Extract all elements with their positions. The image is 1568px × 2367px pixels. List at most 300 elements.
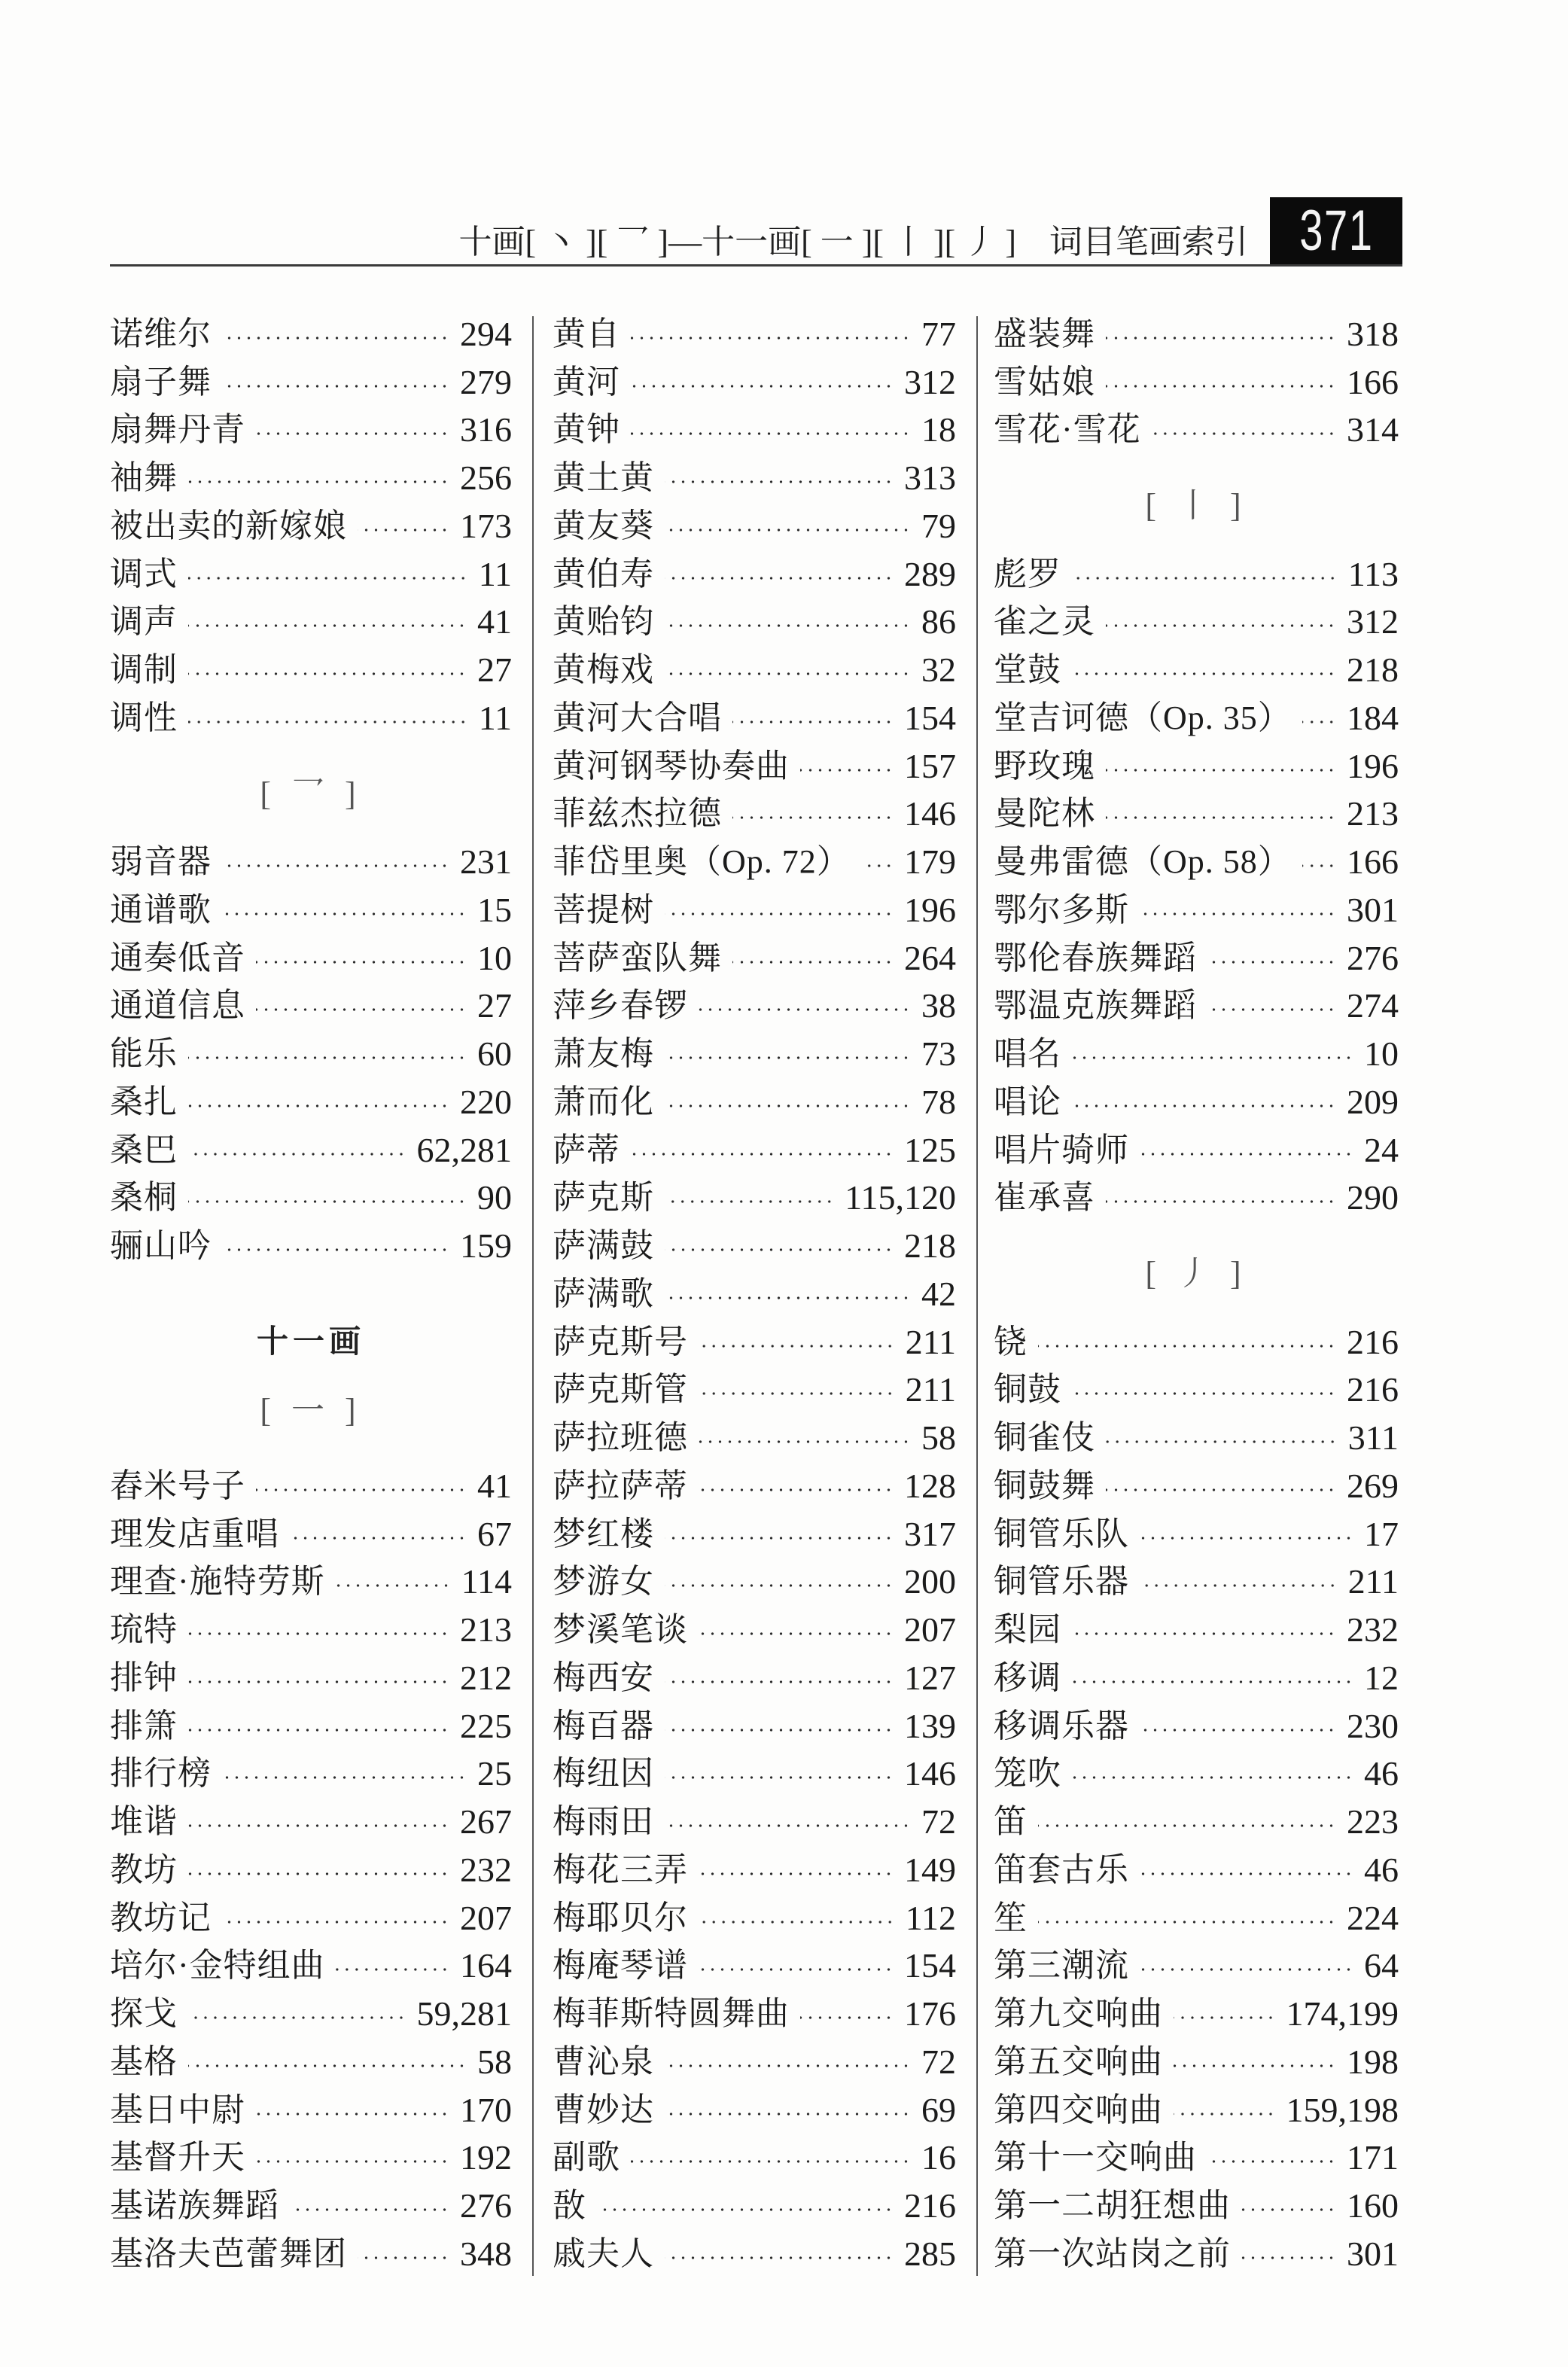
dot-leader [665, 1056, 911, 1060]
index-entry [110, 982, 512, 1031]
dot-leader [1140, 912, 1336, 916]
entry-term: 调式 [110, 555, 178, 593]
entry-term: 戚夫人 [553, 2234, 654, 2272]
index-entry [110, 1654, 512, 1702]
dot-leader [861, 864, 894, 868]
entry-term: 诺维尔 [110, 315, 212, 352]
entry-page-number: 62,281 [416, 1130, 512, 1169]
entry-term: 排钟 [110, 1659, 178, 1696]
index-entry [994, 2134, 1399, 2183]
index-entry [994, 1174, 1399, 1223]
index-entry [994, 1030, 1399, 1078]
entry-page-number: 46 [1364, 1754, 1399, 1793]
entry-term: 铜雀伎 [994, 1419, 1095, 1457]
dot-leader [1302, 864, 1336, 868]
index-entry [994, 1366, 1399, 1415]
entry-term: 能乐 [110, 1035, 178, 1073]
dot-leader [1106, 1488, 1336, 1492]
index-entry [553, 1798, 956, 1846]
entry-page-number: 192 [460, 2138, 512, 2177]
entry-page-number: 160 [1347, 2186, 1399, 2225]
index-entry [994, 599, 1399, 647]
index-entry [110, 1078, 512, 1126]
index-entry [553, 1030, 956, 1078]
entry-page-number: 256 [460, 458, 512, 498]
dot-leader [1140, 1967, 1353, 1972]
dot-leader [1072, 672, 1336, 676]
entry-term: 敔 [553, 2187, 586, 2225]
dot-leader [188, 480, 449, 484]
dot-leader [699, 1007, 911, 1012]
entry-page-number: 154 [904, 698, 956, 737]
index-entry [994, 982, 1399, 1031]
entry-page-number: 27 [477, 650, 512, 690]
index-entry [553, 1846, 956, 1894]
entry-term: 堂吉诃德（Op. 35） [994, 699, 1292, 736]
entry-page-number: 67 [477, 1514, 512, 1553]
index-entry [110, 1798, 512, 1846]
dot-leader [800, 2015, 894, 2020]
dot-leader [800, 768, 894, 772]
entry-page-number: 149 [904, 1850, 956, 1889]
dot-leader [665, 1823, 911, 1828]
entry-page-number: 216 [1347, 1370, 1399, 1409]
entry-term: 萨克斯 [553, 1179, 654, 1217]
dot-leader [732, 815, 894, 820]
index-column-1 [110, 310, 512, 2278]
entry-page-number: 232 [1347, 1610, 1399, 1650]
dot-leader [256, 2159, 449, 2164]
index-entry [553, 1750, 956, 1799]
index-entry [994, 1750, 1399, 1799]
entry-term: 萨满鼓 [553, 1227, 654, 1265]
entry-page-number: 159,198 [1286, 2090, 1399, 2129]
entry-term: 弱音器 [110, 843, 212, 881]
index-entry [553, 1558, 956, 1607]
dot-leader [1038, 1344, 1336, 1348]
entry-page-number: 159 [460, 1226, 512, 1266]
dot-leader [665, 1104, 911, 1108]
dot-leader [1140, 1872, 1353, 1876]
entry-page-number: 348 [460, 2234, 512, 2273]
dot-leader [256, 2112, 449, 2116]
entry-term: 探戈 [110, 1995, 178, 2033]
index-entry [553, 1414, 956, 1462]
entry-page-number: 230 [1347, 1706, 1399, 1745]
entry-term: 鄂尔多斯 [994, 891, 1129, 928]
index-entry [110, 934, 512, 982]
entry-page-number: 10 [477, 938, 512, 977]
dot-leader [1302, 720, 1336, 724]
index-entry [110, 694, 512, 742]
dot-leader [290, 1536, 467, 1540]
index-entry [994, 934, 1399, 982]
dot-leader [222, 336, 449, 340]
page-number-box [1270, 197, 1402, 265]
entry-page-number: 86 [921, 602, 956, 641]
index-entry [110, 1222, 512, 1270]
index-entry [994, 2182, 1399, 2230]
index-entry [553, 1702, 956, 1750]
entry-page-number: 78 [921, 1082, 956, 1121]
index-entry [110, 599, 512, 647]
dot-leader [699, 1967, 894, 1972]
dot-leader [1106, 384, 1336, 388]
entry-term: 舂米号子 [110, 1467, 245, 1504]
entry-term: 唱片骑师 [994, 1131, 1129, 1168]
dot-leader [699, 1344, 895, 1348]
entry-term: 崔承喜 [994, 1179, 1095, 1217]
entry-term: 调声 [110, 603, 178, 641]
entry-term: 菲岱里奥（Op. 72） [553, 843, 851, 881]
entry-term: 基洛夫芭蕾舞团 [110, 2234, 347, 2272]
index-entry [994, 1078, 1399, 1126]
entry-term: 被出卖的新嫁娘 [110, 507, 347, 544]
index-entry [110, 454, 512, 502]
entry-page-number: 24 [1364, 1130, 1399, 1169]
entry-page-number: 79 [921, 506, 956, 545]
dot-leader [665, 528, 911, 532]
index-entry [994, 1894, 1399, 1942]
dot-leader [1140, 1536, 1353, 1540]
entry-page-number: 290 [1347, 1178, 1399, 1217]
entry-term: 堂鼓 [994, 651, 1061, 689]
entry-page-number: 12 [1364, 1658, 1399, 1697]
entry-page-number: 10 [1364, 1034, 1399, 1074]
entry-page-number: 207 [904, 1610, 956, 1650]
dot-leader [1072, 1104, 1336, 1108]
entry-term: 第四交响曲 [994, 2091, 1163, 2128]
entry-term: 鄂伦春族舞蹈 [994, 939, 1197, 976]
entry-term: 梦溪笔谈 [553, 1611, 688, 1649]
entry-term: 曼陀林 [994, 795, 1095, 833]
entry-term: 移调 [994, 1659, 1061, 1696]
entry-page-number: 179 [904, 842, 956, 882]
header-stroke-range: 十画[ 丶 ][ 乛 ]—十一画[ 一 ][ 丨 ][ 丿 ] [458, 224, 1016, 260]
dot-leader [358, 2256, 449, 2260]
index-entry [553, 838, 956, 886]
index-entry [994, 1798, 1399, 1846]
entry-page-number: 58 [921, 1418, 956, 1458]
entry-term: 曹沁泉 [553, 2043, 654, 2080]
entry-page-number: 176 [904, 1994, 956, 2033]
entry-page-number: 15 [477, 890, 512, 929]
entry-page-number: 18 [921, 410, 956, 449]
entry-page-number: 72 [921, 2042, 956, 2081]
entry-term: 梅庵琴谱 [553, 1947, 688, 1985]
entry-page-number: 11 [478, 554, 512, 593]
entry-page-number: 314 [1347, 410, 1399, 449]
entry-page-number: 166 [1347, 842, 1399, 882]
index-entry [994, 646, 1399, 694]
entry-term: 黄贻钧 [553, 603, 654, 641]
entry-term: 梦红楼 [553, 1515, 654, 1552]
index-entry [994, 310, 1399, 358]
entry-page-number: 276 [1347, 938, 1399, 977]
entry-term: 基诺族舞蹈 [110, 2187, 279, 2225]
index-entry [553, 1462, 956, 1510]
entry-page-number: 198 [1347, 2042, 1399, 2081]
entry-term: 通道信息 [110, 987, 245, 1025]
stroke-group-heading: [ 丿 ] [1145, 1255, 1247, 1292]
dot-leader [665, 672, 911, 676]
dot-leader [1106, 1199, 1336, 1204]
entry-page-number: 157 [904, 746, 956, 785]
entry-page-number: 211 [1347, 1562, 1399, 1601]
index-entry [553, 694, 956, 742]
entry-term: 第三潮流 [994, 1947, 1129, 1985]
entry-page-number: 301 [1347, 2234, 1399, 2273]
entry-term: 笼吹 [994, 1755, 1061, 1793]
dot-leader [290, 2207, 449, 2212]
entry-page-number: 164 [460, 1946, 512, 1985]
entry-page-number: 58 [477, 2042, 512, 2081]
entry-term: 曼弗雷德（Op. 58） [994, 843, 1292, 881]
entry-term: 第九交响曲 [994, 1995, 1163, 2033]
entry-term: 萧而化 [553, 1083, 654, 1120]
index-entry [110, 1126, 512, 1174]
entry-page-number: 16 [921, 2138, 956, 2177]
entry-term: 第一次站岗之前 [994, 2234, 1231, 2272]
index-entry [994, 1414, 1399, 1462]
index-entry [110, 1894, 512, 1942]
entry-page-number: 170 [460, 2090, 512, 2129]
entry-page-number: 279 [460, 362, 512, 401]
dot-leader [631, 2159, 911, 2164]
index-entry [994, 550, 1399, 599]
entry-page-number: 25 [477, 1754, 512, 1793]
dot-leader [1072, 1391, 1336, 1396]
index-entry [110, 407, 512, 455]
index-entry [553, 1894, 956, 1942]
entry-page-number: 312 [904, 362, 956, 401]
index-entry [110, 2182, 512, 2230]
dot-leader [1106, 1439, 1338, 1444]
entry-page-number: 220 [460, 1082, 512, 1121]
entry-page-number: 218 [1347, 650, 1399, 690]
entry-page-number: 41 [477, 1466, 512, 1505]
index-entry [110, 1606, 512, 1654]
entry-page-number: 211 [905, 1370, 956, 1409]
entry-term: 菲兹杰拉德 [553, 795, 722, 833]
entry-page-number: 64 [1364, 1946, 1399, 1985]
dot-leader [1174, 2015, 1276, 2020]
index-entry [553, 1174, 956, 1223]
entry-page-number: 200 [904, 1562, 956, 1601]
dot-leader [188, 1631, 449, 1636]
entry-term: 黄自 [553, 315, 620, 352]
dot-leader [699, 1439, 911, 1444]
dot-leader [1174, 2064, 1336, 2068]
index-entry [994, 1990, 1399, 2038]
dot-leader [188, 1152, 406, 1156]
index-entry [110, 1510, 512, 1558]
index-entry [994, 1462, 1399, 1510]
dot-leader [222, 864, 449, 868]
dot-leader [1038, 1920, 1336, 1924]
entry-term: 野玫瑰 [994, 747, 1095, 784]
dot-leader [222, 384, 449, 388]
index-entry [553, 1318, 956, 1366]
index-entry [994, 1846, 1399, 1894]
entry-page-number: 69 [921, 2090, 956, 2129]
dot-leader [1072, 1056, 1353, 1060]
entry-page-number: 213 [460, 1610, 512, 1650]
entry-term: 萨拉班德 [553, 1419, 688, 1457]
header-rule [110, 264, 1402, 267]
running-header [110, 188, 1402, 267]
entry-term: 扇舞丹青 [110, 411, 245, 449]
dot-leader [665, 1775, 894, 1780]
entry-term: 笙 [994, 1899, 1028, 1936]
index-column-3 [994, 310, 1399, 2278]
index-entry [553, 1654, 956, 1702]
dot-leader [631, 431, 911, 436]
index-column-2 [553, 310, 956, 2278]
entry-page-number: 207 [460, 1898, 512, 1937]
dot-leader [222, 1920, 449, 1924]
entry-term: 黄梅戏 [553, 651, 654, 689]
index-entry [110, 2038, 512, 2086]
index-entry [110, 550, 512, 599]
entry-term: 铜管乐队 [994, 1515, 1129, 1552]
entry-term: 笛 [994, 1803, 1028, 1841]
entry-term: 调制 [110, 651, 178, 689]
entry-term: 菩提树 [553, 891, 654, 928]
index-entry [110, 1942, 512, 1991]
index-entry [994, 1654, 1399, 1702]
page-number: 371 [1299, 199, 1374, 263]
entry-term: 萨克斯号 [553, 1323, 688, 1360]
index-entry [553, 358, 956, 407]
dot-leader [631, 1152, 894, 1156]
entry-page-number: 274 [1347, 986, 1399, 1025]
index-entry [553, 407, 956, 455]
index-entry [110, 502, 512, 550]
entry-page-number: 41 [477, 602, 512, 641]
index-entry [553, 1510, 956, 1558]
index-entry [994, 407, 1399, 455]
entry-term: 黄河 [553, 363, 620, 401]
dot-leader [732, 720, 894, 724]
entry-page-number: 115,120 [845, 1178, 956, 1217]
entry-term: 笛套古乐 [994, 1851, 1129, 1888]
dot-leader [1207, 2159, 1336, 2164]
dot-leader [1174, 2112, 1276, 2116]
index-entry [110, 1750, 512, 1799]
dot-leader [188, 672, 467, 676]
dot-leader [188, 1728, 449, 1732]
index-entry [110, 2230, 512, 2278]
dot-leader [336, 1583, 451, 1588]
entry-page-number: 267 [460, 1802, 512, 1842]
dot-leader [665, 1296, 911, 1300]
dot-leader [699, 1631, 894, 1636]
index-entry [110, 358, 512, 407]
dot-leader [188, 1872, 449, 1876]
index-entry [553, 1366, 956, 1415]
entry-term: 黄钟 [553, 411, 620, 449]
entry-term: 扇子舞 [110, 363, 212, 401]
entry-page-number: 17 [1364, 1514, 1399, 1553]
entry-term: 桑扎 [110, 1083, 178, 1120]
entry-term: 菩萨蛮队舞 [553, 939, 722, 976]
index-entry [110, 310, 512, 358]
entry-term: 琉特 [110, 1611, 178, 1649]
entry-term: 梅花三弄 [553, 1851, 688, 1888]
entry-term: 萧友梅 [553, 1035, 654, 1073]
dot-leader [665, 480, 894, 484]
index-entry [110, 1702, 512, 1750]
entry-page-number: 289 [904, 554, 956, 593]
dot-leader [1106, 768, 1336, 772]
entry-term: 调性 [110, 699, 178, 736]
index-entry [994, 838, 1399, 886]
index-entry [994, 1606, 1399, 1654]
dot-leader [222, 1775, 467, 1780]
entry-term: 黄友葵 [553, 507, 654, 544]
dot-leader [699, 1488, 894, 1492]
dot-leader [665, 576, 894, 580]
entry-term: 黄河钢琴协奏曲 [553, 747, 790, 784]
entry-term: 梅西安 [553, 1659, 654, 1696]
entry-term: 梅百器 [553, 1707, 654, 1744]
entry-page-number: 196 [904, 890, 956, 929]
dot-leader [699, 1391, 895, 1396]
entry-page-number: 317 [904, 1514, 956, 1553]
index-entry [553, 2134, 956, 2183]
entry-term: 排行榜 [110, 1755, 212, 1793]
entry-page-number: 231 [460, 842, 512, 882]
entry-term: 唱论 [994, 1083, 1061, 1120]
entry-page-number: 42 [921, 1274, 956, 1313]
index-entry [110, 646, 512, 694]
dot-leader [1207, 1007, 1336, 1012]
dot-leader [1106, 623, 1336, 628]
dot-leader [1241, 2256, 1336, 2260]
entry-page-number: 146 [904, 794, 956, 833]
entry-page-number: 264 [904, 938, 956, 977]
dot-leader [188, 623, 467, 628]
entry-page-number: 127 [904, 1658, 956, 1697]
dot-leader [732, 960, 894, 964]
dot-leader [631, 384, 894, 388]
entry-page-number: 32 [921, 650, 956, 690]
entry-term: 教坊 [110, 1851, 178, 1888]
entry-term: 萍乡春锣 [553, 987, 688, 1025]
entry-term: 第五交响曲 [994, 2043, 1163, 2080]
entry-term: 第一二胡狂想曲 [994, 2187, 1231, 2225]
entry-term: 梅菲斯特圆舞曲 [553, 1995, 790, 2033]
entry-page-number: 218 [904, 1226, 956, 1266]
index-entry [553, 550, 956, 599]
entry-term: 第十一交响曲 [994, 2139, 1197, 2177]
entry-page-number: 184 [1347, 698, 1399, 737]
entry-page-number: 125 [904, 1130, 956, 1169]
stroke-group-heading: [ 丨 ] [1145, 487, 1247, 524]
dot-leader [699, 1872, 894, 1876]
dot-leader [358, 528, 449, 532]
dot-leader [597, 2207, 894, 2212]
index-entry [994, 2038, 1399, 2086]
entry-page-number: 269 [1347, 1466, 1399, 1505]
entry-term: 雀之灵 [994, 603, 1095, 641]
entry-page-number: 213 [1347, 794, 1399, 833]
dot-leader [188, 1104, 449, 1108]
index-entry [994, 1942, 1399, 1991]
dot-leader [1038, 1823, 1336, 1828]
entry-page-number: 225 [460, 1706, 512, 1745]
